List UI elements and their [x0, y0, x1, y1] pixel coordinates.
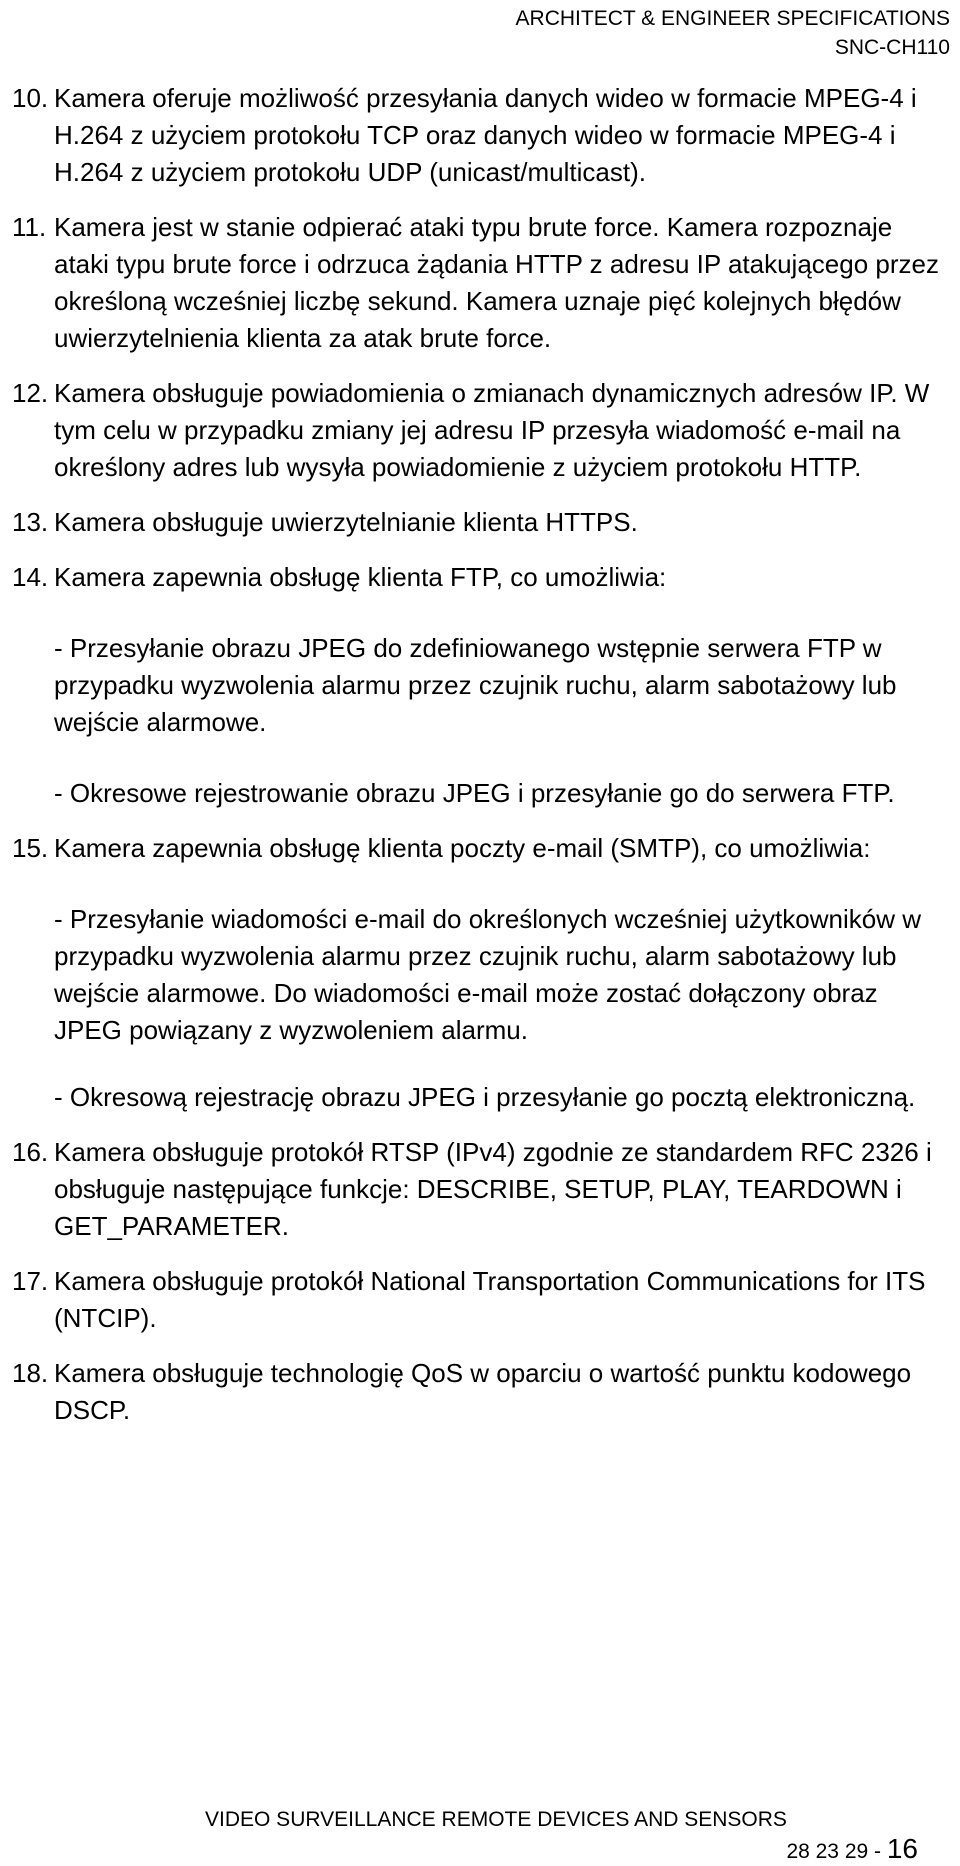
- footer-section-code: 28 23 29 -: [786, 1840, 887, 1863]
- item-number: 13.: [12, 507, 49, 537]
- item-text: Kamera jest w stanie odpierać ataki typu brute force. Kamera rozpoznaje ataki typu brute force i odrzuca żądania HTTP z adresu IP atakującego przez określoną wcześniej liczbę sekund. Kamera uznaje pięć kolejnych błędów uwierzytelnienia klienta za atak brute force.: [54, 212, 939, 353]
- spec-item-16: [12, 1134, 952, 1245]
- item-subpoint: - Okresowe rejestrowanie obrazu JPEG i przesyłanie go do serwera FTP.: [54, 778, 895, 808]
- spec-list: [12, 80, 952, 1447]
- item-subpoint: - Okresową rejestrację obrazu JPEG i przesyłanie go pocztą elektroniczną.: [54, 1082, 916, 1112]
- page-header: [516, 4, 950, 62]
- item-number: 12.: [12, 378, 49, 408]
- page-number: 16: [886, 1833, 918, 1864]
- footer-title: VIDEO SURVEILLANCE REMOTE DEVICES AND SENSORS: [205, 1808, 787, 1831]
- item-text: Kamera oferuje możliwość przesyłania danych wideo w formacie MPEG-4 i H.264 z użyciem protokołu TCP oraz danych wideo w formacie MPEG-4 i H.264 z użyciem protokołu UDP (unicast/multicast).: [54, 83, 917, 187]
- item-text: Kamera obsługuje protokół RTSP (IPv4) zgodnie ze standardem RFC 2326 i obsługuje następujące funkcje: DESCRIBE, SETUP, PLAY, TEARDOWN i GET_PARAMETER.: [54, 1137, 932, 1241]
- item-text: Kamera obsługuje powiadomienia o zmianach dynamicznych adresów IP. W tym celu w przypadku zmiany jej adresu IP przesyła wiadomość e-mail na określony adres lub wysyła powiadomienie z użyciem protokołu HTTP.: [54, 378, 930, 482]
- spec-item-10: [12, 80, 952, 191]
- spec-item-11: [12, 209, 952, 357]
- header-title: ARCHITECT & ENGINEER SPECIFICATIONS: [515, 7, 950, 30]
- item-text: Kamera obsługuje technologię QoS w oparciu o wartość punktu kodowego DSCP.: [54, 1358, 912, 1425]
- item-text: Kamera zapewnia obsługę klienta poczty e-mail (SMTP), co umożliwia:: [54, 833, 871, 863]
- spec-item-15: [12, 830, 952, 1116]
- item-number: 10.: [12, 83, 49, 113]
- item-text: Kamera zapewnia obsługę klienta FTP, co umożliwia:: [54, 562, 667, 592]
- footer-page-number: [786, 1835, 918, 1866]
- spec-item-18: [12, 1355, 952, 1429]
- item-number: 16.: [12, 1137, 49, 1167]
- spec-item-13: [12, 504, 952, 541]
- item-subpoint: - Przesyłanie wiadomości e-mail do określonych wcześniej użytkowników w przypadku wyzwolenia alarmu przez czujnik ruchu, alarm sabotażowy lub wejście alarmowe. Do wiadomości e-mail może zostać dołączony obraz JPEG powiązany z wyzwoleniem alarmu.: [54, 904, 921, 1045]
- spec-item-12: [12, 375, 952, 486]
- item-text: Kamera obsługuje uwierzytelnianie klienta HTTPS.: [54, 507, 638, 537]
- spec-item-17: [12, 1263, 952, 1337]
- item-number: 15.: [12, 833, 49, 863]
- item-subpoint: - Przesyłanie obrazu JPEG do zdefiniowanego wstępnie serwera FTP w przypadku wyzwolenia alarmu przez czujnik ruchu, alarm sabotażowy lub wejście alarmowe.: [54, 633, 897, 737]
- item-number: 14.: [12, 562, 49, 592]
- item-number: 18.: [12, 1358, 49, 1388]
- spec-item-14: [12, 559, 952, 812]
- item-number: 17.: [12, 1266, 49, 1296]
- item-text: Kamera obsługuje protokół National Transportation Communications for ITS (NTCIP).: [54, 1266, 926, 1333]
- header-model: SNC-CH110: [834, 36, 950, 59]
- item-number: 11.: [12, 212, 47, 242]
